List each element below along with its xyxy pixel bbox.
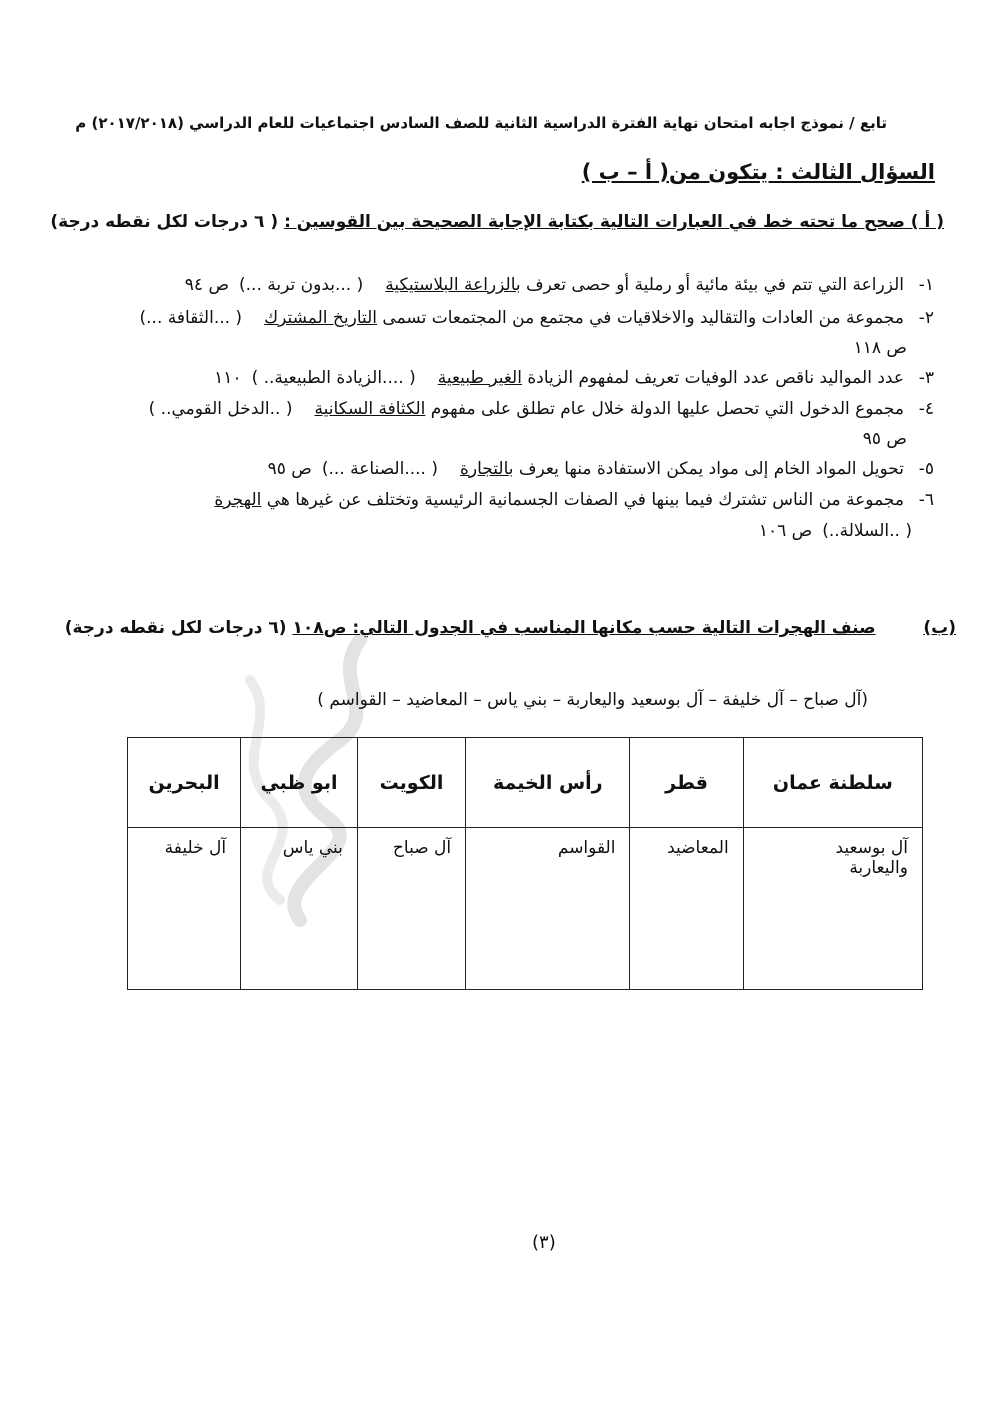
question-title: السؤال الثالث : يتكون من( أ – ب ) xyxy=(581,160,935,184)
classification-table xyxy=(127,737,923,990)
item-page-ref: ص ١١٨ xyxy=(853,338,907,358)
table-cell: آل خليفة xyxy=(128,828,241,990)
item-page-ref: ص ٩٥ xyxy=(862,429,907,449)
word-bank: (آل صباح – آل خليفة – آل بوسعيد واليعاربة – بني ياس – المعاضيد – القواسم ) xyxy=(317,690,868,710)
list-item: ٣-عدد المواليد ناقص عدد الوفيات تعريف لمفهوم الزيادة الغير طبيعية( ....الزيادة الطبيعية.. )١١٠ xyxy=(214,368,934,388)
table-header-cell: قطر xyxy=(630,738,743,828)
table-cell: آل بوسعيد واليعاربة xyxy=(743,828,922,990)
table-header-cell: الكويت xyxy=(357,738,465,828)
list-item: ١-الزراعة التي تتم في بيئة مائية أو رملية أو حصى تعرف بالزراعة البلاستيكية( ...بدون تربة ...)ص ٩٤ xyxy=(184,275,934,295)
table-header-cell: سلطنة عمان xyxy=(743,738,922,828)
exam-header: تابع / نموذج اجابه امتحان نهاية الفترة الدراسية الثانية للصف السادس اجتماعيات للعام الدراسي (٢٠١٧/٢٠١٨) م xyxy=(75,114,887,132)
item-answer: ( ..السلالة..)ص ١٠٦ xyxy=(758,521,912,541)
part-a-heading xyxy=(50,212,944,232)
part-b-grade: (٦ درجات لكل نقطه درجة) xyxy=(64,618,287,638)
part-b-instruction: صنف الهجرات التالية حسب مكانها المناسب في الجدول التالي: ص١٠٨ xyxy=(292,618,876,638)
table-cell: المعاضيد xyxy=(630,828,743,990)
table-header-row xyxy=(128,738,923,828)
part-a-instruction: ( أ ) صحح ما تحته خط في العبارات التالية بكتابة الإجابة الصحيحة بين القوسين : xyxy=(284,212,944,232)
list-item: ٦-مجموعة من الناس تشترك فيما بينها في الصفات الجسمانية الرئيسية وتختلف عن غيرها هي الهجرة xyxy=(214,490,934,510)
table-cell: القواسم xyxy=(466,828,630,990)
page-number: (٣) xyxy=(532,1232,556,1253)
list-item: ٢-مجموعة من العادات والتقاليد والاخلاقيات في مجتمع من المجتمعات تسمى التاريخ المشترك( ...الثقافة ...) xyxy=(139,308,934,328)
table-row xyxy=(128,828,923,990)
part-b-heading xyxy=(65,618,956,638)
part-b-label: (ب) xyxy=(923,618,956,638)
table-cell: بني ياس xyxy=(241,828,358,990)
table-cell: آل صباح xyxy=(357,828,465,990)
table-header-cell: ابو ظبي xyxy=(241,738,358,828)
list-item: ٥-تحويل المواد الخام إلى مواد يمكن الاستفادة منها يعرف بالتجارة( ....الصناعة ...)ص ٩٥ xyxy=(267,459,934,479)
table-header-cell: رأس الخيمة xyxy=(466,738,630,828)
list-item: ٤-مجموع الدخول التي تحصل عليها الدولة خلال عام تطلق على مفهوم الكثافة السكانية( ..الدخل القومي.. ) xyxy=(148,399,934,419)
table-header-cell: البحرين xyxy=(128,738,241,828)
part-a-grade: ( ٦ درجات لكل نقطه درجة) xyxy=(50,212,279,232)
